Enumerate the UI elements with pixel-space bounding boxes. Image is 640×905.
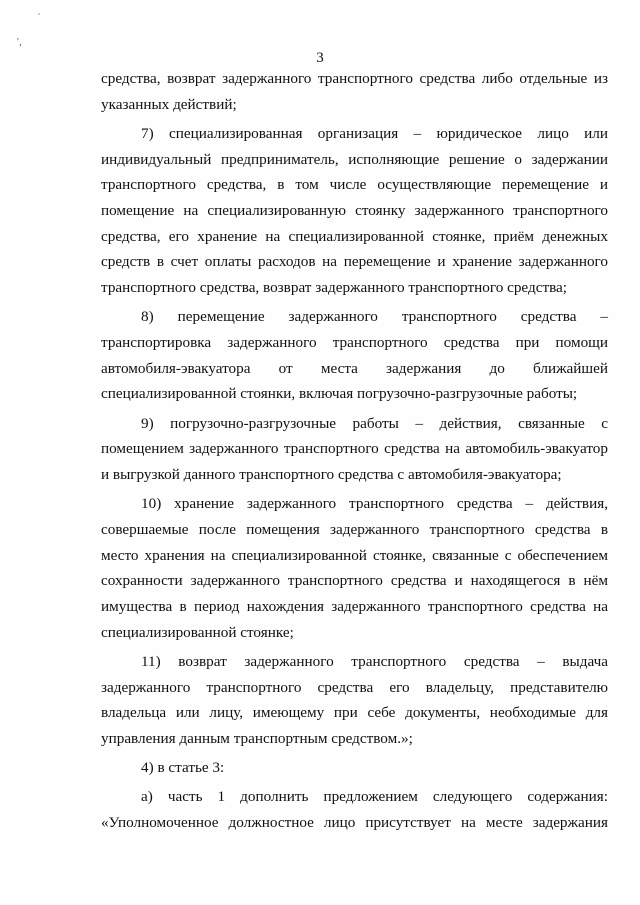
page-number: 3 [316, 50, 324, 66]
paragraph-part-1-amendment: а) часть 1 дополнить предложением следующего содержания: «Уполномоченное должностное лицо присутствует на месте задержания [101, 788, 608, 832]
paragraph-article-3: 4) в статье 3: [141, 759, 225, 777]
scan-mark-icon: ˙ [37, 10, 41, 24]
document-body [101, 66, 608, 839]
paragraph-item-11: 11) возврат задержанного транспортного средства – выдача задержанного транспортного средства его владельцу, представителю владельца или лицу, имеющему при себе документы, необходимые для управления данным транспортным средством.»; [101, 652, 608, 748]
paragraph-item-8: 8) перемещение задержанного транспортного средства – транспортировка задержанного транспортного средства при помощи автомобиля-эвакуатора от места задержания до ближайшей специализированной стоянки, включая погрузочно-разгрузочные работы; [101, 308, 608, 403]
scan-mark-icon: '‚ [17, 37, 23, 48]
paragraph-item-9: 9) погрузочно-разгрузочные работы – действия, связанные с помещением задержанного транспортного средства на автомобиль-эвакуатор и выгрузкой данного транспортного средства с автомобиля-эвакуатора; [101, 414, 608, 484]
paragraph-continuation: средства, возврат задержанного транспортного средства либо отдельные из указанных действий; [101, 70, 608, 113]
paragraph-item-7: 7) специализированная организация – юридическое лицо или индивидуальный предприниматель, исполняющие решение о задержании транспортного средства, в том числе осуществляющие перемещение и помещение на специализированную стоянку задержанного транспортного средства, его хранение на специализированной стоянке, приём денежных средств в счет оплаты расходов на перемещение и хранение задержанного транспортного средства, возврат задержанного транспортного средства; [101, 124, 608, 297]
paragraph-item-10: 10) хранение задержанного транспортного средства – действия, совершаемые после помещения задержанного транспортного средства в место хранения на специализированной стоянке, связанные с обеспечением сохранности задержанного транспортного средства и находящегося в нём имущества в период нахождения задержанного транспортного средства на специализированной стоянке; [101, 495, 608, 641]
